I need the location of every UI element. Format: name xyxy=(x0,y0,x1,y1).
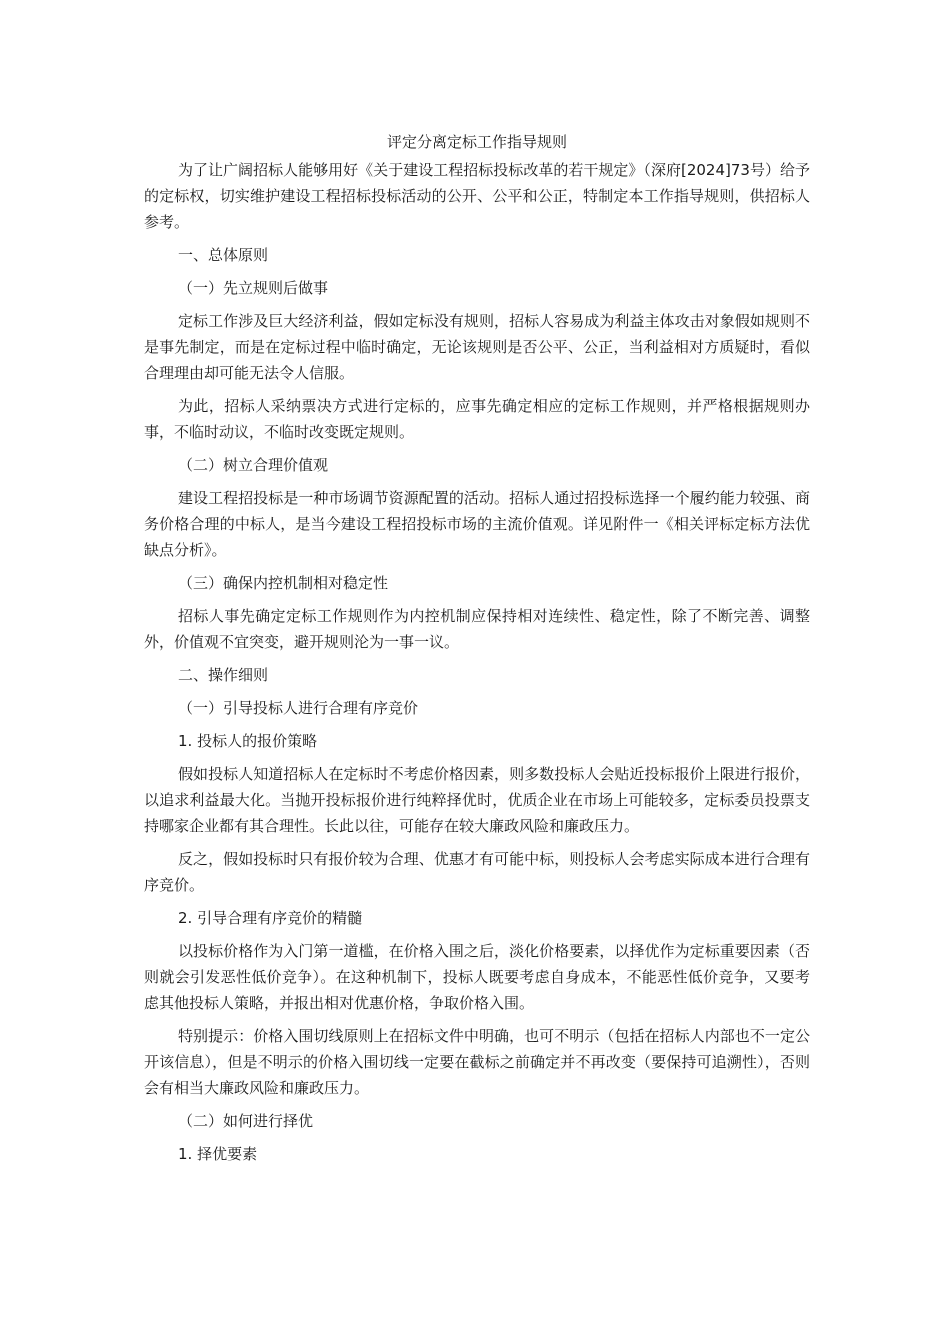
body-paragraph: 反之，假如投标时只有报价较为合理、优惠才有可能中标，则投标人会考虑实际成本进行合理有序竞价。 xyxy=(144,850,810,894)
intro-paragraph: 为了让广阔招标人能够用好《关于建设工程招标投标改革的若干规定》（深府[2024]73号）给予的定标权，切实维护建设工程招标投标活动的公开、公平和公正，特制定本工作指导规则，供招标人参考。 xyxy=(144,161,810,231)
body-paragraph: 定标工作涉及巨大经济利益，假如定标没有规则，招标人容易成为利益主体攻击对象假如规则不是事先制定，而是在定标过程中临时确定，无论该规则是否公平、公正，当利益相对方质疑时，看似合理理由却可能无法令人信服。 xyxy=(144,312,810,382)
subsection-heading-selection: （二）如何进行择优 xyxy=(178,1112,314,1130)
item-heading-selection-factors: 1. 择优要素 xyxy=(178,1145,258,1163)
subsection-heading-guide-bidding: （一）引导投标人进行合理有序竞价 xyxy=(178,699,419,717)
document-page xyxy=(144,128,810,1174)
item-heading-essence: 2. 引导合理有序竞价的精髓 xyxy=(178,909,363,927)
body-paragraph: 招标人事先确定定标工作规则作为内控机制应保持相对连续性、稳定性，除了不断完善、调整外，价值观不宜突变，避开规则沦为一事一议。 xyxy=(144,607,810,651)
section-heading-operating-rules: 二、操作细则 xyxy=(178,666,269,684)
section-heading-general-principles: 一、总体原则 xyxy=(178,246,269,264)
document-title: 评定分离定标工作指导规则 xyxy=(386,133,567,151)
body-paragraph: 建设工程招投标是一种市场调节资源配置的活动。招标人通过招投标选择一个履约能力较强、商务价格合理的中标人，是当今建设工程招投标市场的主流价值观。详见附件一《相关评标定标方法优缺点分析》。 xyxy=(144,489,810,559)
body-paragraph: 为此，招标人采纳票决方式进行定标的，应事先确定相应的定标工作规则，并严格根据规则办事，不临时动议，不临时改变既定规则。 xyxy=(144,397,810,441)
subsection-heading-values: （二）树立合理价值观 xyxy=(178,456,329,474)
subsection-heading-stability: （三）确保内控机制相对稳定性 xyxy=(178,574,389,592)
body-paragraph: 以投标价格作为入门第一道槛，在价格入围之后，淡化价格要素，以择优作为定标重要因素（否则就会引发恶性低价竞争）。在这种机制下，投标人既要考虑自身成本，不能恶性低价竞争，又要考虑其他投标人策略，并报出相对优惠价格，争取价格入围。 xyxy=(144,942,810,1012)
subsection-heading-rules-first: （一）先立规则后做事 xyxy=(178,279,329,297)
special-note-paragraph: 特别提示：价格入围切线原则上在招标文件中明确，也可不明示（包括在招标人内部也不一定公开该信息），但是不明示的价格入围切线一定要在截标之前确定并不再改变（要保持可追溯性），否则会有相当大廉政风险和廉政压力。 xyxy=(144,1027,810,1097)
body-paragraph: 假如投标人知道招标人在定标时不考虑价格因素，则多数投标人会贴近投标报价上限进行报价，以追求利益最大化。当抛开投标报价进行纯粹择优时，优质企业在市场上可能较多，定标委员投票支持哪家企业都有其合理性。长此以往，可能存在较大廉政风险和廉政压力。 xyxy=(144,765,810,835)
item-heading-bid-strategy: 1. 投标人的报价策略 xyxy=(178,732,318,750)
